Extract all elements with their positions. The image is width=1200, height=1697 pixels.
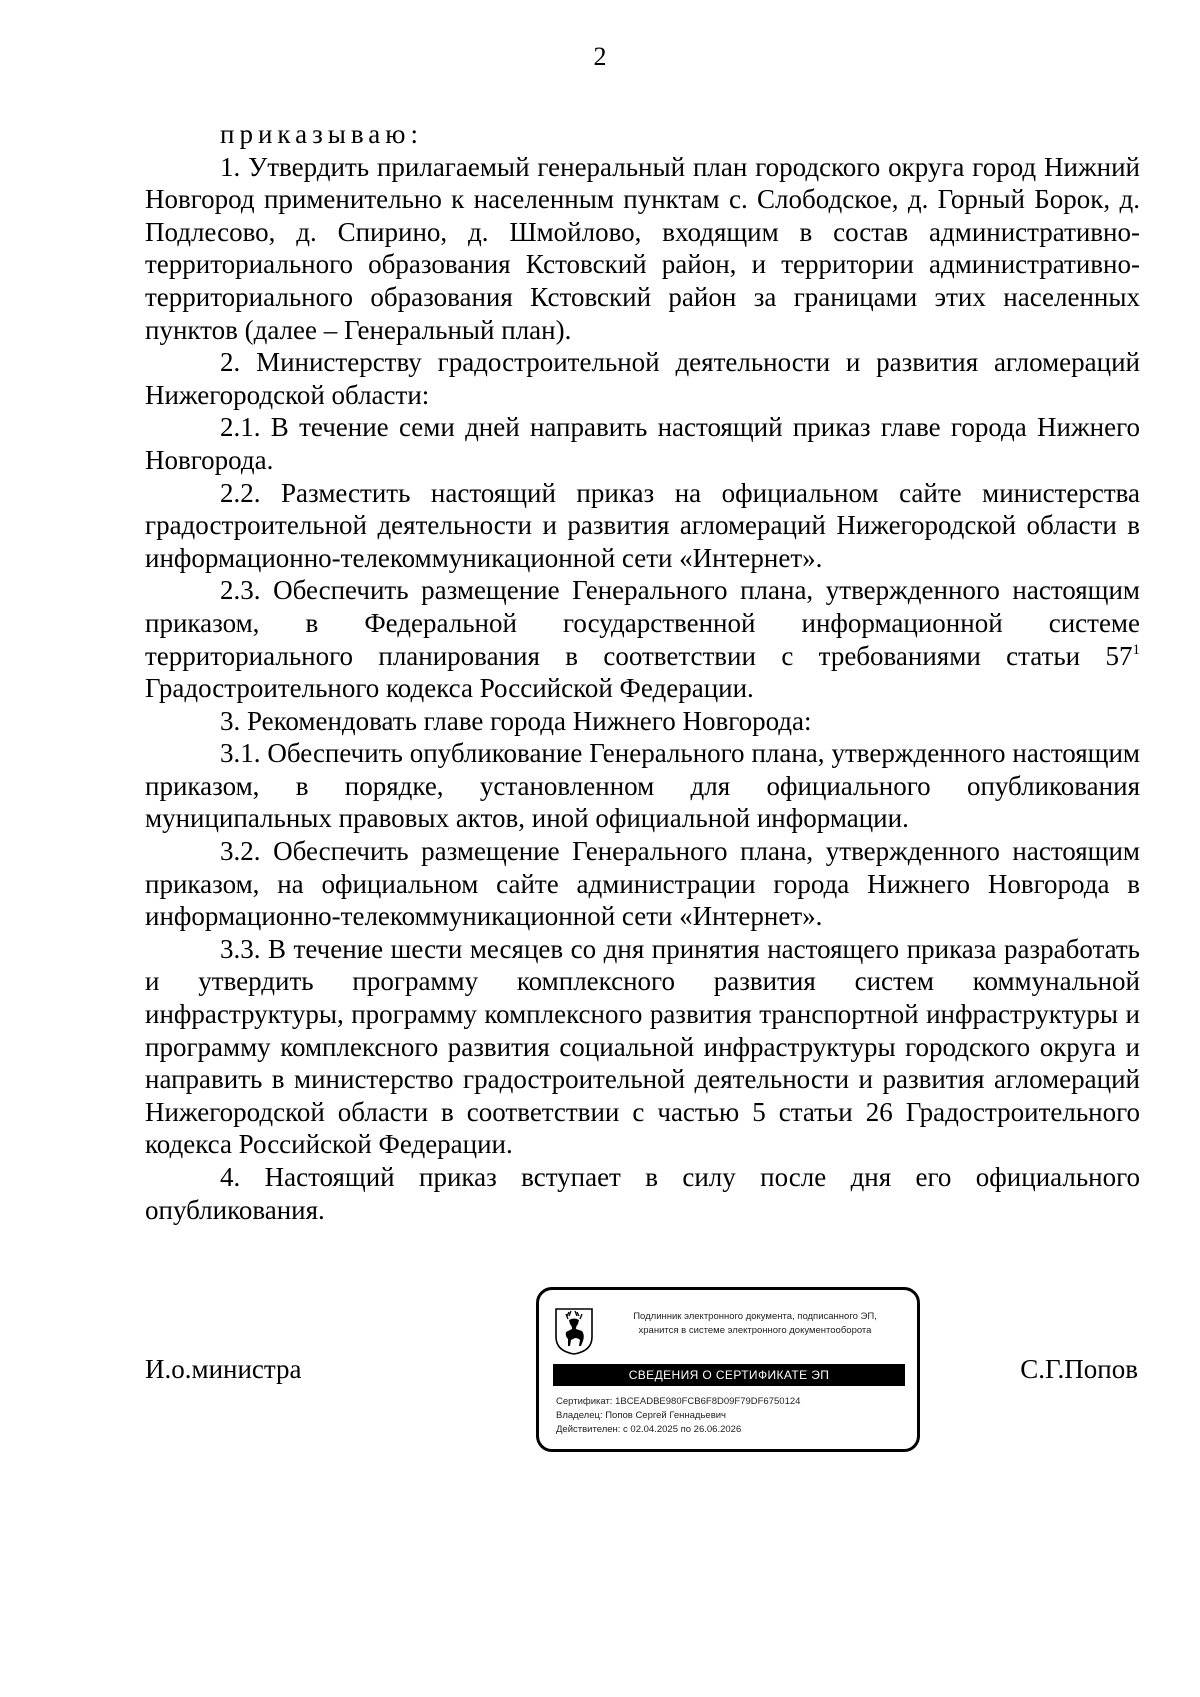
paragraph-2: 2. Министерству градостроительной деятельности и развития агломераций Нижегородской области:: [145, 347, 1140, 410]
electronic-signature-stamp: [536, 1287, 920, 1452]
certificate-header: СВЕДЕНИЯ О СЕРТИФИКАТЕ ЭП: [553, 1364, 905, 1386]
paragraph-3-1: 3.1. Обеспечить опубликование Генерального плана, утвержденного настоящим приказом, в порядке, установленном для официального опубликования муниципальных правовых актов, иной официальной информации.: [145, 738, 1140, 834]
certificate-validity: Действителен: с 02.04.2025 по 26.06.2026: [556, 1424, 742, 1435]
signatory-name: С.Г.Попов: [1020, 1354, 1138, 1384]
coat-of-arms-deer-icon: [554, 1307, 594, 1355]
paragraph-3-3: 3.3. В течение шести месяцев со дня принятия настоящего приказа разработать и утвердить программу комплексного развития систем коммунальной инфраструктуры, программу комплексного развития транспортной инфраструктуры и программу комплексного развития социальной инфраструктуры городского округа и направить в министерство градостроительной деятельности и развития агломераций Нижегородской области в соответствии с частью 5 статьи 26 Градостроительного кодекса Российской Федерации.: [145, 933, 1140, 1160]
stamp-notice-line-2: хранится в системе электронного документооборота: [638, 1325, 872, 1336]
stamp-notice-line-1: Подлинник электронного документа, подписанного ЭП,: [633, 1311, 877, 1322]
paragraph-2-3-tail: Градостроительного кодекса Российской Федерации.: [145, 673, 754, 704]
certificate-number: Сертификат: 1BCEADBE980FCB6F8D09F79DF6750124: [556, 1396, 801, 1407]
paragraph-1: 1. Утвердить прилагаемый генеральный план городского округа город Нижний Новгород применительно к населенным пунктам с. Слободское, д. Горный Борок, д. Подлесово, д. Спирино, д. Шмойлово, входящим в состав административно-территориального образования Кстовский район, и территории административно-территориального образования Кстовский район за границами этих населенных пунктов (далее – Генеральный план).: [145, 151, 1140, 345]
page-number: 2: [593, 42, 607, 71]
paragraph-2-3-text: 2.3. Обеспечить размещение Генерального плана, утвержденного настоящим приказом, в Федеральной государственной информационной системе территориального планирования в соответствии с требованиями статьи 57: [145, 575, 1140, 671]
paragraph-3-2: 3.2. Обеспечить размещение Генерального плана, утвержденного настоящим приказом, на официальном сайте администрации города Нижнего Новгорода в информационно-телекоммуникационной сети «Интернет».: [145, 836, 1140, 932]
paragraph-4: 4. Настоящий приказ вступает в силу после дня его официального опубликования.: [145, 1162, 1140, 1225]
paragraph-2-2: 2.2. Разместить настоящий приказ на официальном сайте министерства градостроительной деятельности и развития агломераций Нижегородской области в информационно-телекоммуникационной сети «Интернет».: [145, 477, 1140, 573]
stamp-notice: [605, 1310, 905, 1338]
certificate-details: [556, 1395, 800, 1437]
paragraph-2-1: 2.1. В течение семи дней направить настоящий приказ главе города Нижнего Новгорода.: [145, 412, 1140, 475]
superscript: 1: [1132, 641, 1140, 658]
paragraph-3: 3. Рекомендовать главе города Нижнего Новгорода:: [220, 705, 812, 736]
certificate-owner: Владелец: Попов Сергей Геннадьевич: [556, 1410, 727, 1421]
paragraph-2-3: [145, 574, 1140, 704]
document-body: [145, 118, 1140, 1226]
signatory-position: И.о.министра: [145, 1354, 302, 1384]
order-word: приказываю:: [220, 119, 423, 149]
